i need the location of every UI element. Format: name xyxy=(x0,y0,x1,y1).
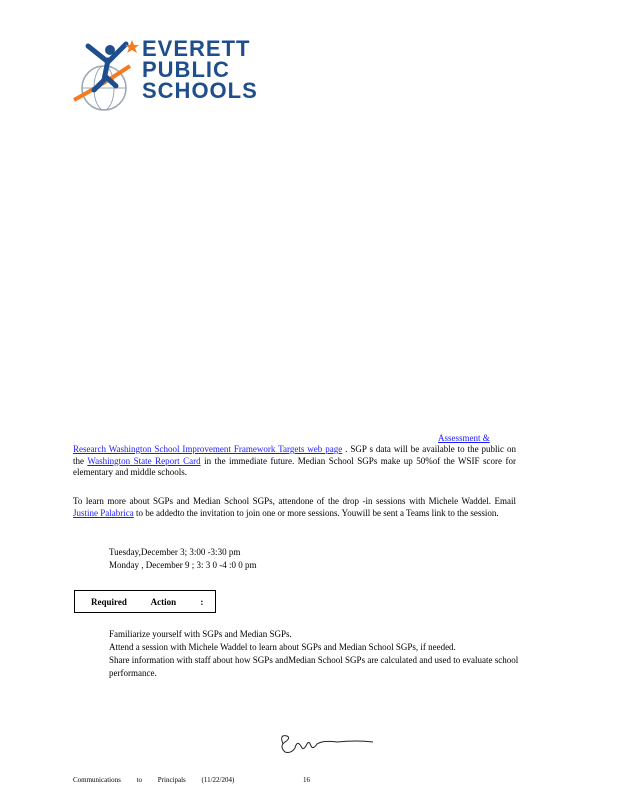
email-contact-link[interactable]: Justine Palabrica xyxy=(73,507,134,518)
paragraph-text: To learn more about SGPs and Median School SGPs, attendone of the drop -in sessions with Michele Waddel. Email xyxy=(73,496,516,506)
paragraph-text: to be addedto the invitation to join one or more sessions. Youwill be sent a Teams link to the session. xyxy=(135,507,499,518)
wsif-targets-link[interactable]: Research Washington School Improvement Framework Targets web page xyxy=(73,444,343,454)
action-text: Share information with staff about how SGPs andMedian School SGPs are calculated and used to evaluate school performance. xyxy=(109,655,519,678)
page-footer xyxy=(73,776,310,784)
required-action-box: Required Action : xyxy=(74,590,216,613)
session-text: Monday , December 9 ; 3: 3 0 -4 :0 0 pm xyxy=(109,560,257,570)
list-item xyxy=(90,641,536,654)
logo-line-1: EVERETT xyxy=(142,36,251,61)
action-text: Attend a session with Michele Waddel to learn about SGPs and Median School SGPs, if needed. xyxy=(109,642,456,652)
logo-wordmark xyxy=(142,38,258,101)
logo-line-3: SCHOOLS xyxy=(142,78,258,103)
bullet-icon xyxy=(90,559,109,572)
bullet-icon xyxy=(90,654,109,680)
footer-text: Communications to Principals (11/22/204) xyxy=(73,776,235,784)
paragraph-text: . SGP s data will be available to the public on the xyxy=(73,444,516,466)
bullet-icon xyxy=(90,546,109,559)
list-item xyxy=(90,559,256,572)
district-logo xyxy=(70,36,260,114)
session-text: Tuesday,December 3; 3:00 -3:30 pm xyxy=(109,547,241,557)
bullet-icon xyxy=(90,641,109,654)
assessment-link[interactable]: Assessment & xyxy=(438,433,490,443)
report-card-link[interactable]: Washington State Report Card xyxy=(87,455,201,466)
logo-line-2: PUBLIC xyxy=(142,57,230,82)
bullet-icon xyxy=(90,628,109,641)
paragraph-text: in the immediate future. Median School SGPs make up 50%of the WSIF score for elementary and middle schools. xyxy=(73,455,517,477)
logo-figure-icon xyxy=(70,36,140,114)
list-item xyxy=(90,654,536,680)
action-list xyxy=(90,628,536,680)
paragraph-drop-in xyxy=(73,496,516,519)
page-number: 16 xyxy=(303,776,310,784)
session-list xyxy=(90,546,256,572)
paragraph-sgp-data xyxy=(73,444,516,479)
action-text: Familiarize yourself with SGPs and Median SGPs. xyxy=(109,629,292,639)
list-item xyxy=(90,628,536,641)
list-item xyxy=(90,546,256,559)
signature-icon xyxy=(277,730,377,758)
